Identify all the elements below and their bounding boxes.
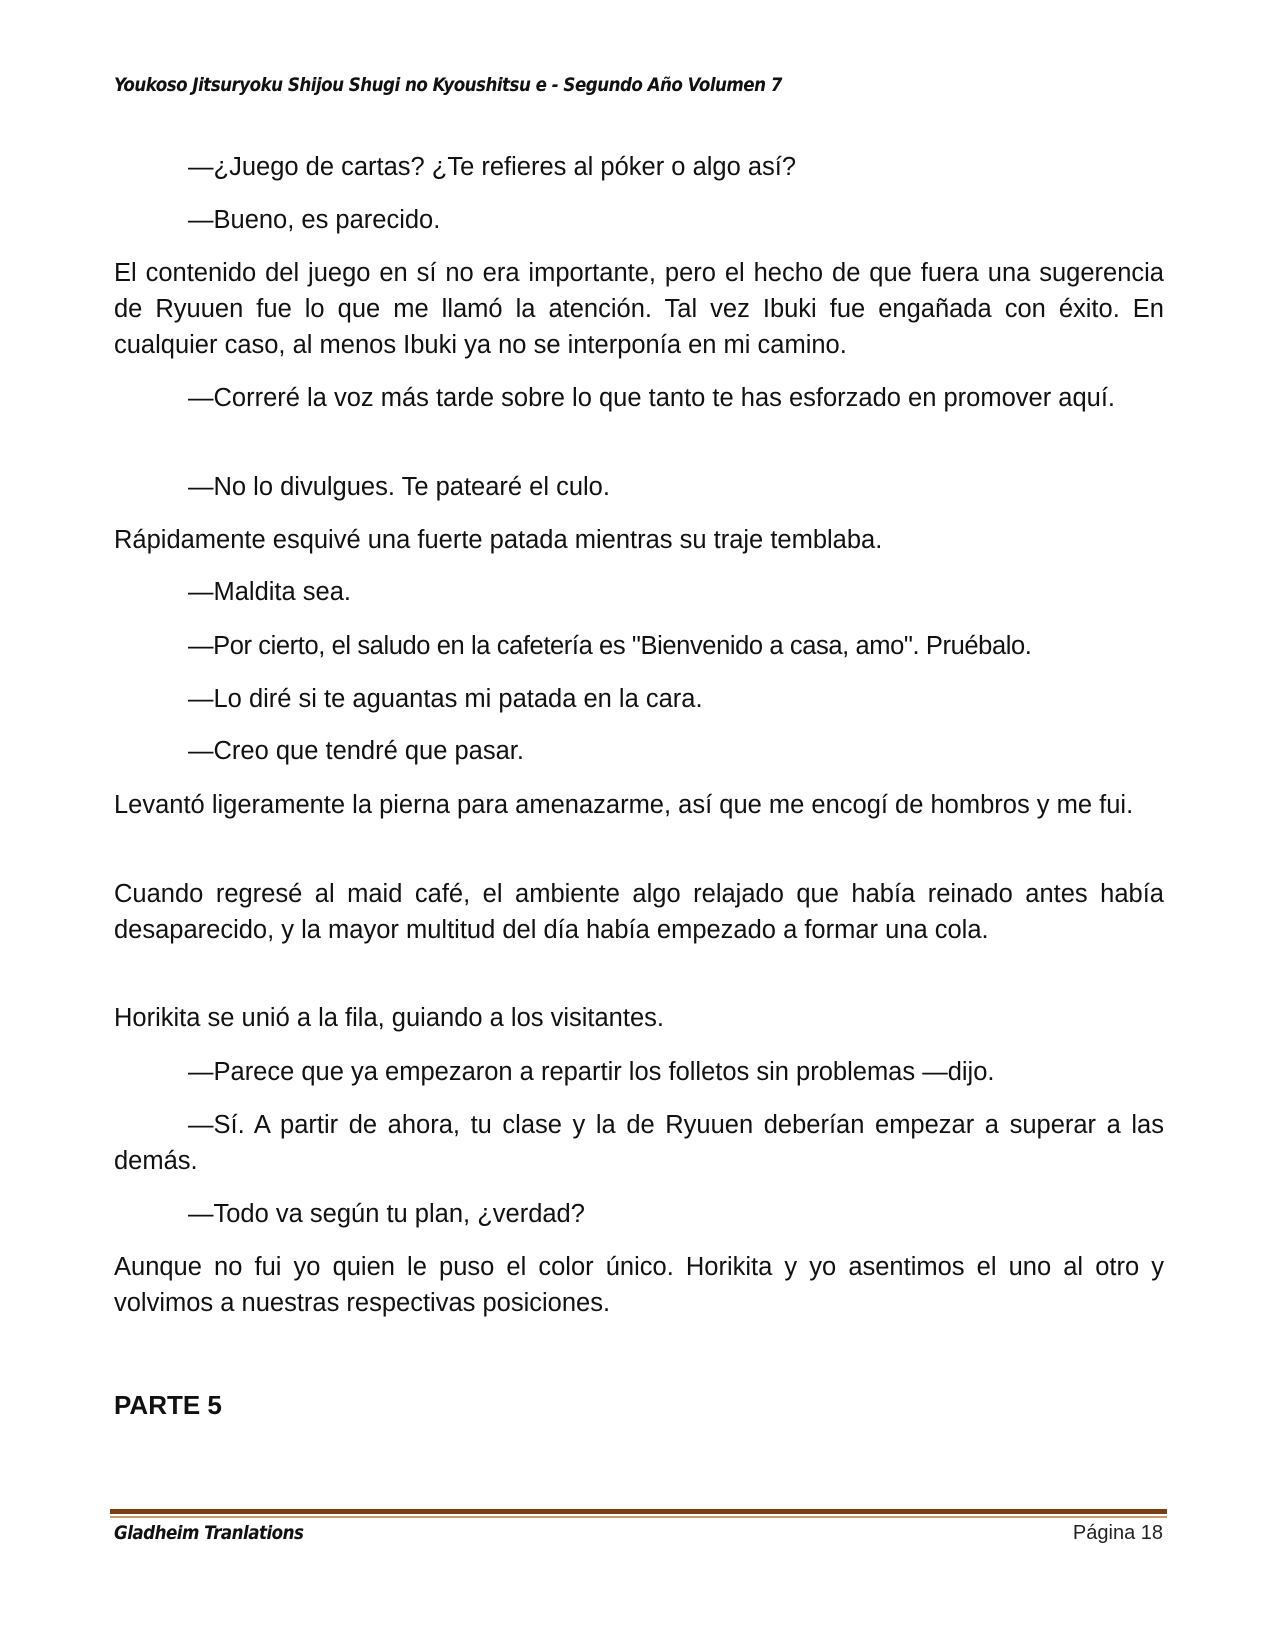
dialogue-paragraph: —Lo diré si te aguantas mi patada en la cara.	[188, 685, 703, 713]
dialogue-paragraph: —¿Juego de cartas? ¿Te refieres al póker o algo así?	[188, 153, 797, 181]
dialogue-paragraph: —Creo que tendré que pasar.	[188, 737, 524, 765]
page-number: Página 18	[1072, 1522, 1163, 1544]
narrative-paragraph: Levantó ligeramente la pierna para amenazarme, así que me encogí de hombros y me fui.	[114, 791, 1134, 819]
dialogue-paragraph: —No lo divulgues. Te patearé el culo.	[188, 473, 610, 501]
dialogue-paragraph: —Parece que ya empezaron a repartir los folletos sin problemas —dijo.	[188, 1058, 995, 1086]
running-header: Youkoso Jitsuryoku Shijou Shugi no Kyoushitsu e - Segundo Año Volumen 7	[114, 74, 782, 96]
narrative-paragraph: Cuando regresé al maid café, el ambiente algo relajado que había reinado antes había desaparecido, y la mayor multitud del día había empezado a formar una cola.	[114, 880, 1164, 944]
section-heading: PARTE 5	[114, 1390, 222, 1420]
narrative-paragraph: Aunque no fui yo quien le puso el color único. Horikita y yo asentimos el uno al otro y volvimos a nuestras respectivas posiciones.	[114, 1253, 1164, 1317]
dialogue-paragraph: —Maldita sea.	[188, 578, 351, 606]
dialogue-paragraph: —Bueno, es parecido.	[188, 206, 441, 234]
dialogue-paragraph: —Por cierto, el saludo en la cafetería es "Bienvenido a casa, amo". Pruébalo.	[188, 632, 1032, 660]
narrative-paragraph: El contenido del juego en sí no era importante, pero el hecho de que fuera una sugerencia de Ryuuen fue lo que me llamó la atención. Tal vez Ibuki fue engañada con éxito. En cualquier caso, al menos Ibuki ya no se interponía en mi camino.	[114, 259, 1164, 359]
dialogue-paragraph: —Correré la voz más tarde sobre lo que tanto te has esforzado en promover aquí.	[188, 384, 1115, 412]
narrative-paragraph: Horikita se unió a la fila, guiando a los visitantes.	[114, 1004, 664, 1032]
footer-rule-thin	[110, 1516, 1167, 1518]
footer-credit: Gladheim Tranlations	[114, 1522, 304, 1544]
footer-rule	[110, 1509, 1167, 1514]
dialogue-paragraph: —Todo va según tu plan, ¿verdad?	[188, 1200, 585, 1228]
narrative-paragraph: Rápidamente esquivé una fuerte patada mientras su traje temblaba.	[114, 526, 883, 554]
dialogue-paragraph: —Sí. A partir de ahora, tu clase y la de Ryuuen deberían empezar a superar a las demás.	[114, 1111, 1164, 1175]
